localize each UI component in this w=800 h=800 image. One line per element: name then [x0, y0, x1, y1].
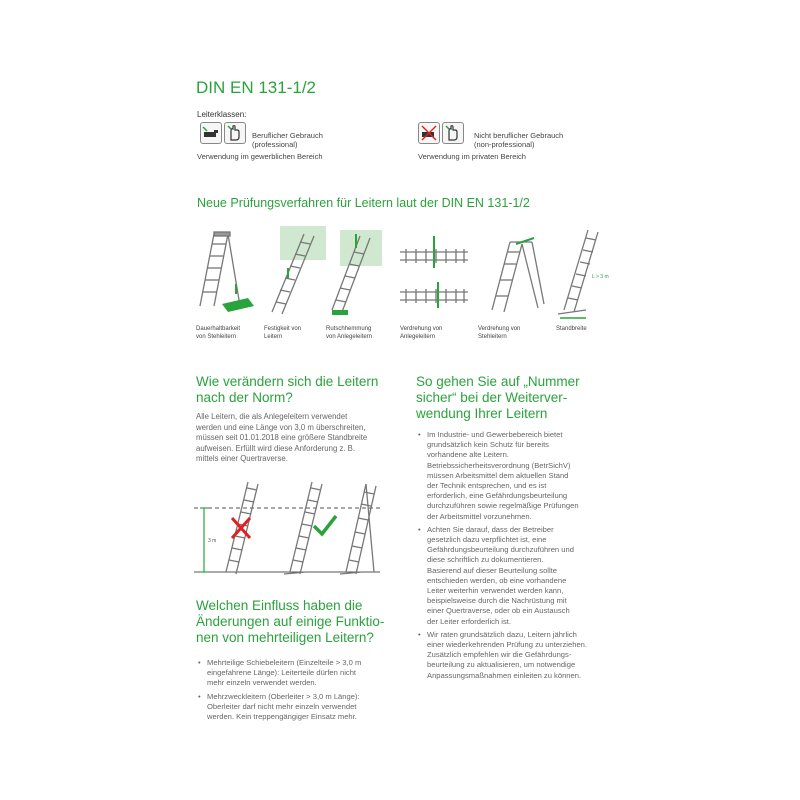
list-item: • Achten Sie darauf, dass der Betreiber gesetzlich dazu verpflichtet ist, eine Gefährdungsbeurteilung durchzuführen und diese schriftlich zu dokumentieren. Basierend auf dieser Beurteilung sollte entschieden werden, ob eine vorhandene Leiter weiterhin verwendet werden kann, beispielsweise durch die Nachrüstung mit einer Quertraverse, oder ob ein Austausch der Leiter erforderlich ist.	[418, 525, 618, 627]
list-item: • Im Industrie- und Gewerbebereich bietet grundsätzlich kein Schutz für bereits vorhandene alte Leitern. Betriebssicherheitsverordnung (BetrSichV) müssen Arbeitsmittel dem aktuellen Stand der Technik entsprechen, und es ist erforderlich, eine Gefährdungsbeurteilung durchzuführen sowie regelmäßige Prüfungen der Arbeitsmittel vorzunehmen.	[418, 430, 618, 522]
test-caption-5: Verdrehung von Stehleitern	[478, 326, 521, 340]
twist-step-ladder-illustration	[492, 242, 544, 312]
test-caption-4: Verdrehung von Anlegeleitern	[400, 326, 443, 340]
non-professional-usage: Verwendung im privaten Bereich	[418, 152, 526, 161]
list-item: • Mehrzweckleitern (Oberleiter > 3,0 m Länge): Oberleiter darf nicht mehr einzeln verwendet werden. Kein treppengängiger Einsatz mehr.	[198, 692, 398, 722]
test-caption-1: Dauerhaltbarkeit von Stehleitern	[196, 326, 241, 340]
left-heading-2: Welchen Einfluss haben die Änderungen auf einige Funktio- nen von mehrteiligen Leitern?	[196, 598, 385, 645]
tests-heading: Neue Prüfungsverfahren für Leitern laut der DIN EN 131-1/2	[197, 196, 530, 210]
test-caption-2: Festigkeit von Leitern	[264, 326, 302, 340]
professional-hand-icon	[224, 122, 246, 144]
professional-usage: Verwendung im gewerblichen Bereich	[197, 152, 323, 161]
list-item: • Mehrteilige Schiebeleitern (Einzelteile > 3,0 m eingefahrene Länge): Leiterteile dürfen nicht mehr einzeln verwendet werden.	[198, 658, 398, 689]
left-paragraph: Alle Leitern, die als Anlegeleitern verwendet werden und eine Länge von 3,0 m überschreiten, müssen seit 01.01.2018 eine größere Standbreite aufweisen. Erfüllt wird diese Anforderung z. B. mittels einer Quertraverse.	[196, 412, 368, 463]
list-item: • Wir raten grundsätzlich dazu, Leitern jährlich einer wiederkehrenden Prüfung zu unterziehen. Zusätzlich empfehlen wir die Gefährdungs- beurteilung zu aktualisieren, um notwendige Anpassungsmaßnahmen einleiten zu können.	[418, 630, 618, 681]
non-professional-hand-icon	[442, 122, 464, 144]
multi-part-ladder-illustration	[340, 484, 376, 574]
right-heading: So gehen Sie auf „Nummer sicher“ bei der Weiterver- wendung Ihrer Leitern	[416, 374, 580, 421]
height-label: 3 m	[208, 538, 217, 544]
page-title: DIN EN 131-1/2	[196, 78, 316, 97]
professional-label: Beruflicher Gebrauch (professional)	[252, 131, 323, 149]
professional-tools-icon	[200, 122, 222, 144]
test-illustrations	[192, 224, 612, 324]
stance-width-ladder-illustration	[558, 230, 598, 314]
test-caption-3: Rutschhemmung von Anlegeleitern	[326, 326, 373, 340]
ladder-classes-label: Leiterklassen:	[197, 110, 247, 119]
left-heading-1: Wie verändern sich die Leitern nach der Norm?	[196, 374, 379, 405]
non-professional-label: Nicht beruflicher Gebrauch (non-professional)	[474, 131, 564, 149]
left-bullet-list	[198, 658, 398, 722]
check-icon	[314, 516, 336, 534]
durability-step-ladder-illustration	[200, 232, 240, 306]
height-diagram	[190, 476, 390, 580]
non-professional-tools-icon	[418, 122, 440, 144]
length-label: L > 3 m	[592, 274, 609, 280]
test-caption-6: Standbreite	[556, 326, 587, 332]
right-bullet-list	[418, 430, 618, 684]
